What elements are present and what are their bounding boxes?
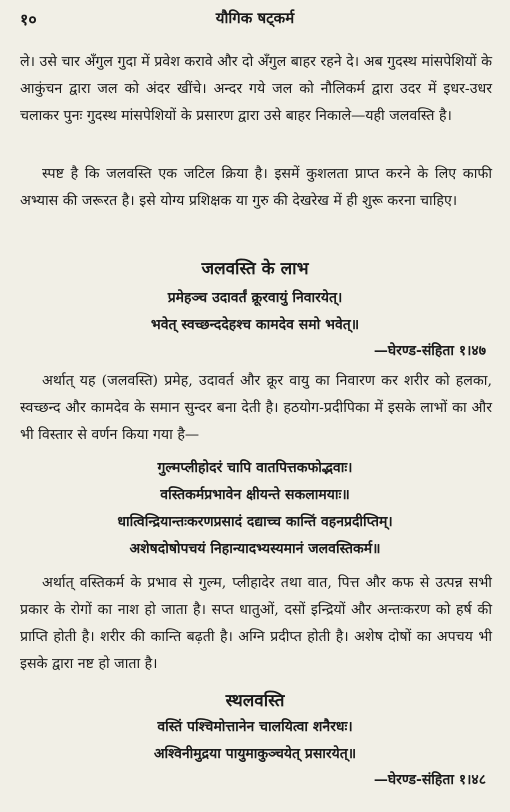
benefits-paragraph: अर्थात् यह (जलवस्ति) प्रमेह, उदावर्त और क्रूर वायु का निवारण कर शरीर को हलका, स्वच्छन्द और कामदेव के समान सुन्दर बना देती है। हठयोग-प्रदीपिका में इसके लाभों का और भी विस्तार से वर्णन किया गया है— — [20, 373, 492, 443]
verse-line: धात्विन्द्रियान्तःकरणप्रसादं दद्याच्च कान्तिं वहनप्रदीप्तिम्। — [117, 514, 393, 530]
verse-citation: —घेरण्ड-संहिता १।४८ — [373, 772, 486, 788]
page-number: १० — [20, 10, 37, 29]
section-heading-sthalavasti: स्थलवस्ति — [225, 691, 285, 711]
verse-citation: —घेरण्ड-संहिता १।४७ — [373, 343, 486, 359]
intro-paragraph-2: स्पष्ट है कि जलवस्ति एक जटिल क्रिया है। इसमें कुशलता प्राप्त करने के लिए काफी अभ्यास की जरूरत है। इसे योग्य प्रशिक्षक या गुरु की देखरेख में ही शुरू करना चाहिए। — [20, 166, 492, 209]
verse-line: वस्तिकर्मप्रभावेन क्षीयन्ते सकलामयाः॥ — [160, 487, 350, 503]
verse-line: प्रमेहञ्च उदावर्तं क्रूरवायुं निवारयेत्। — [167, 290, 343, 306]
verse-line: अश्विनीमुद्रया पायुमाकुञ्चयेत् प्रसारयेत्॥ — [153, 746, 357, 762]
running-title: यौगिक षट्कर्म — [215, 9, 295, 27]
verse-line: वस्तिं पश्चिमोत्तानेन चालयित्वा शनैरधः। — [157, 719, 353, 735]
verse-line: भवेत् स्वच्छन्ददेहश्च कामदेव समो भवेत्॥ — [150, 317, 360, 333]
explanation-paragraph: अर्थात् वस्तिकर्म के प्रभाव से गुल्म, प्लीहादेर तथा वात, पित्त और कफ से उत्पन्न सभी प्रकार के रोगों का नाश हो जाता है। सप्त धातुओं, दसों इन्द्रियों और अन्तःकरण को हर्ष की प्राप्ति होती है। शरीर की कान्ति बढ़ती है। अग्नि प्रदीप्त होती है। अशेष दोषों का अपचय भी इसके द्वारा नष्ट हो जाता है। — [20, 575, 492, 672]
page-header — [0, 6, 510, 30]
verse-line: अशेषदोषोपचयं निहान्यादभ्यस्यमानं जलवस्तिकर्म॥ — [129, 541, 381, 557]
intro-paragraph-1: ले। उसे चार अँगुल गुदा में प्रवेश करावे और दो अँगुल बाहर रहने दे। अब गुदस्थ मांसपेशियों के आकुंचन द्वारा जल को अंदर खींचे। अन्दर गये जल को नौलिकर्म द्वारा उदर में इधर-उधर चलाकर पुनः गुदस्थ मांसपेशियों के प्रसारण द्वारा उसे बाहर निकाले—यही जलवस्ति है। — [20, 54, 492, 124]
verse-line: गुल्मप्लीहोदरं चापि वातपित्तकफोद्भवाः। — [157, 460, 353, 476]
section-heading-jalavasti-benefits: जलवस्ति के लाभ — [201, 259, 309, 279]
